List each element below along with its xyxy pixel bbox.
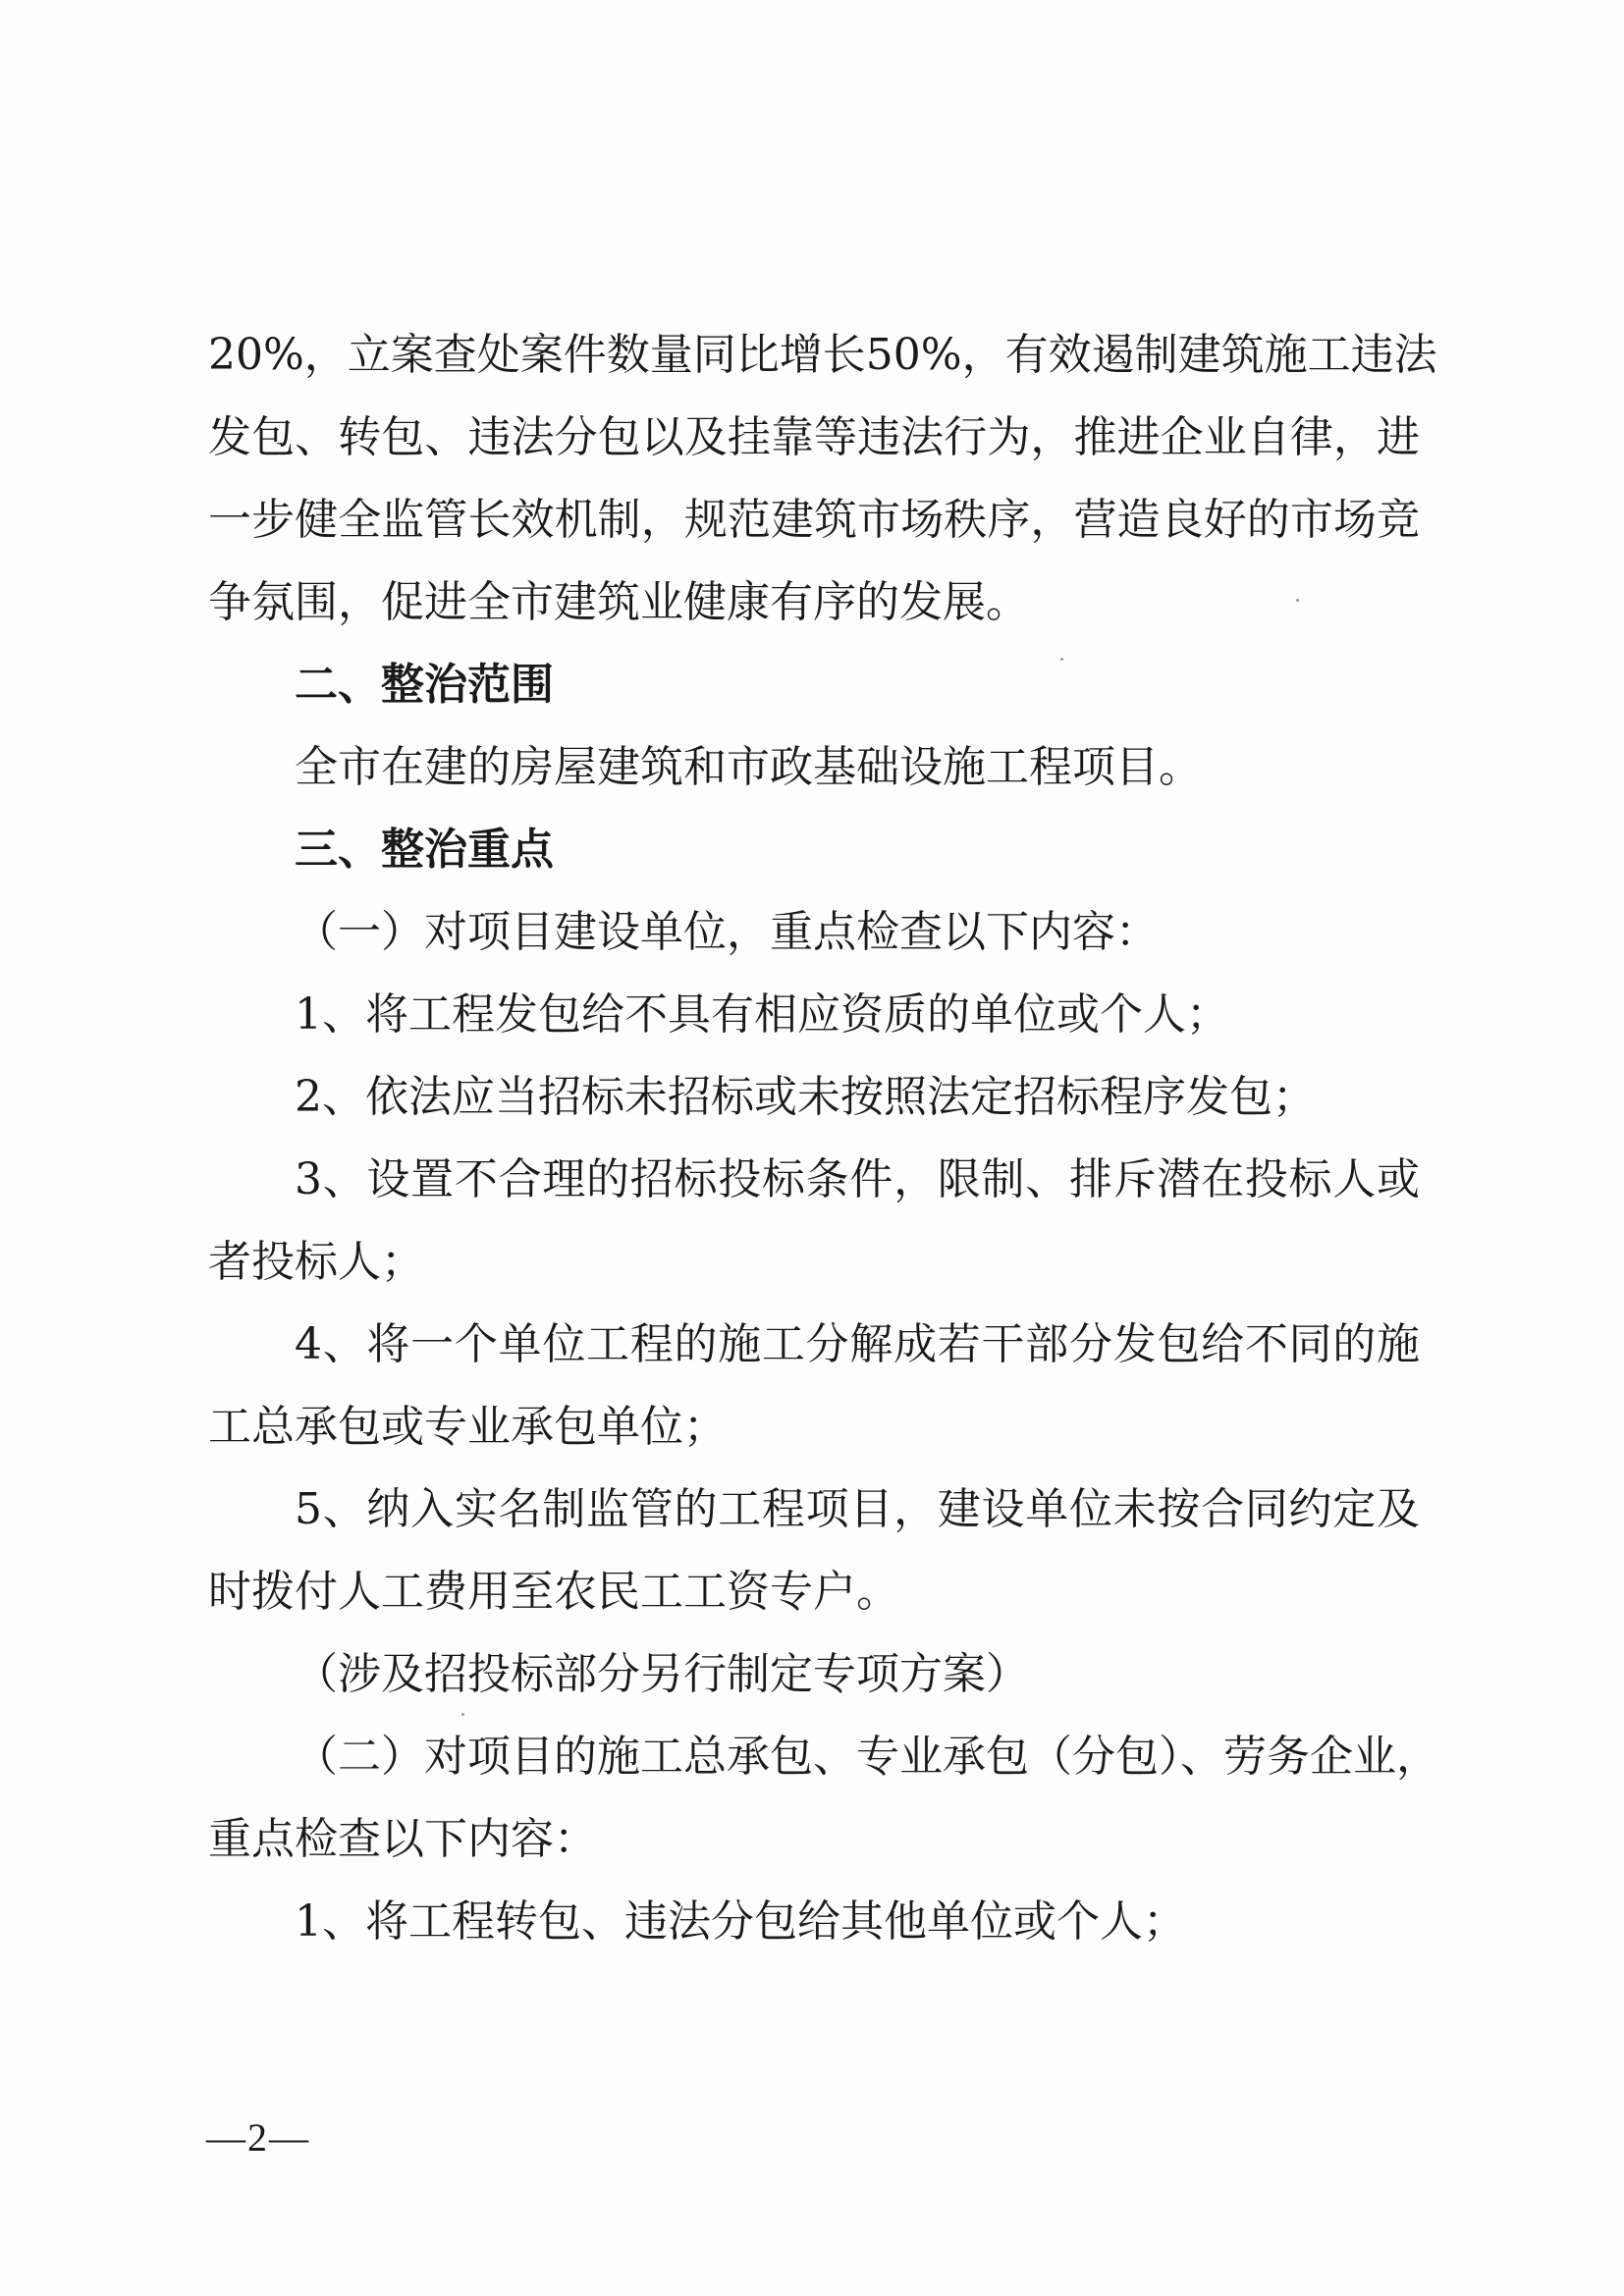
list-item: 1、将工程转包、违法分包给其他单位或个人；: [295, 1896, 1186, 1947]
body-line: 全市在建的房屋建筑和市政基础设施工程项目。: [295, 742, 1202, 792]
body-line: 争氛围，促进全市建筑业健康有序的发展。: [208, 577, 1029, 627]
body-line: 发包、转包、违法分包以及挂靠等违法行为，推进企业自律，进: [208, 412, 1420, 462]
section-heading-focus: 三、整治重点: [295, 825, 554, 875]
body-line: 20%，立案查处案件数量同比增长50%，有效遏制建筑施工违法: [208, 330, 1437, 380]
list-item: 1、将工程发包给不具有相应资质的单位或个人；: [295, 989, 1229, 1040]
list-item: 5、纳入实名制监管的工程项目，建设单位未按合同约定及: [295, 1484, 1420, 1534]
subsection-heading: （一）对项目建设单位，重点检查以下内容：: [295, 907, 1159, 957]
list-item-continuation: 时拨付人工费用至农民工工资专户。: [208, 1567, 899, 1617]
subsection-heading-continuation: 重点检查以下内容：: [208, 1814, 597, 1864]
body-line: 一步健全监管长效机制，规范建筑市场秩序，营造良好的市场竞: [208, 495, 1420, 545]
scan-speck: [1060, 658, 1063, 661]
list-item: 2、依法应当招标未招标或未按照法定招标程序发包；: [295, 1072, 1316, 1122]
scan-speck: [1296, 599, 1299, 602]
scan-speck: [461, 1713, 464, 1716]
page-number: —2—: [206, 2115, 310, 2160]
list-item: 4、将一个单位工程的施工分解成若干部分发包给不同的施: [295, 1319, 1420, 1369]
list-item-continuation: 者投标人；: [208, 1237, 424, 1287]
list-item-continuation: 工总承包或专业承包单位；: [208, 1402, 727, 1452]
list-item: 3、设置不合理的招标投标条件，限制、排斥潜在投标人或: [295, 1154, 1420, 1204]
note-line: （涉及招投标部分另行制定专项方案）: [295, 1649, 1029, 1699]
subsection-heading: （二）对项目的施工总承包、专业承包（分包）、劳务企业，: [295, 1732, 1439, 1782]
section-heading-scope: 二、整治范围: [295, 660, 554, 710]
